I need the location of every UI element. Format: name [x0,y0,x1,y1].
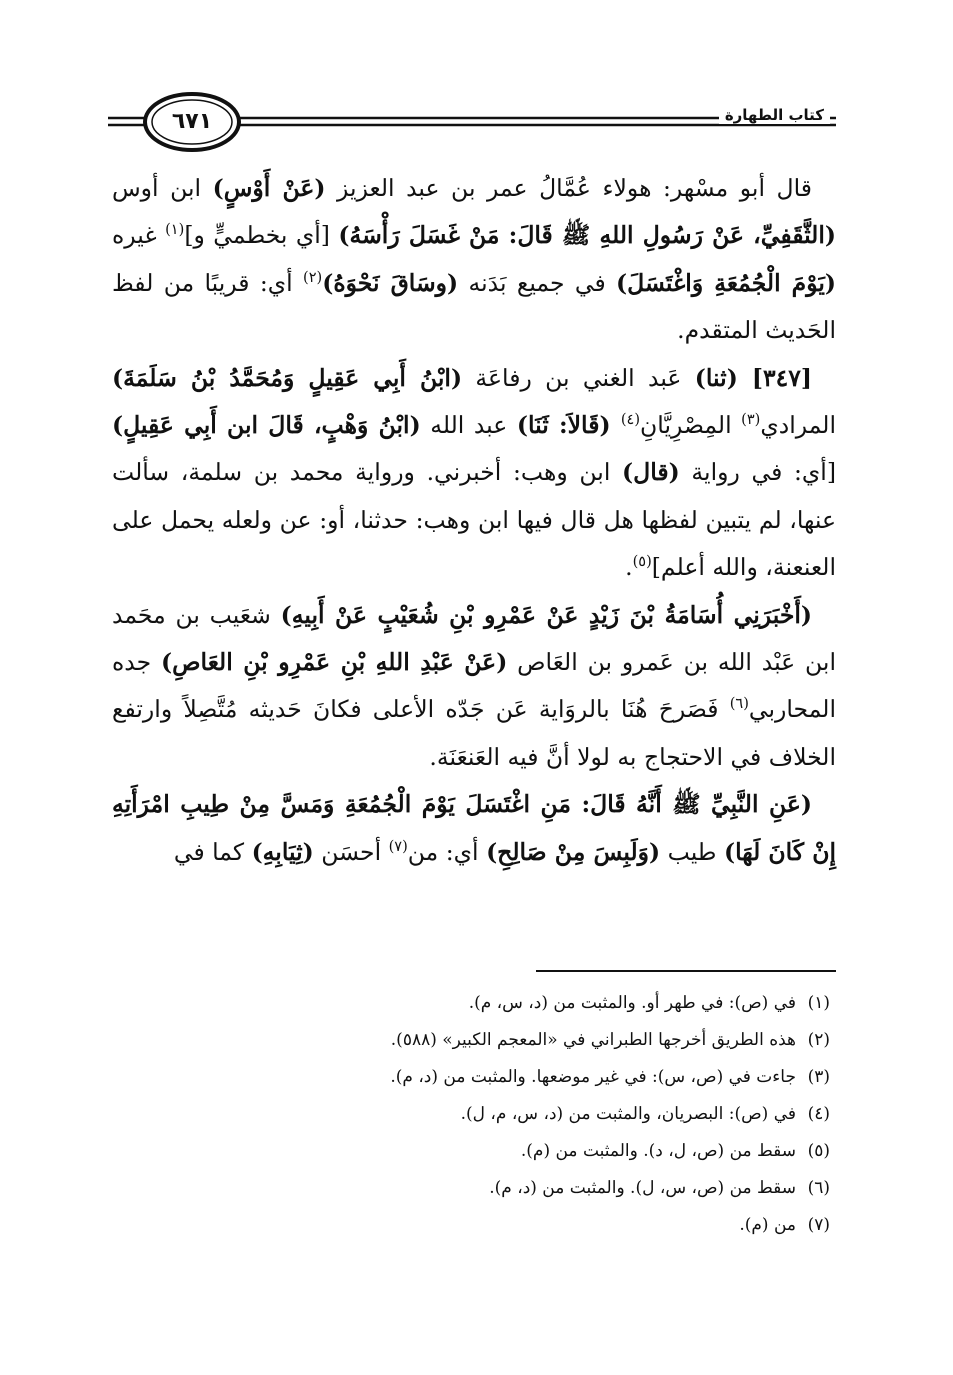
footnote-7 [112,1207,836,1244]
footnote-marker: (٦) [729,695,749,713]
bold-quote: [٣٤٧] (ثنا) [694,363,812,392]
bold-quote: (الثَّقَفِيِّ، عَنْ رَسُولِ اللهِ ﷺ قَالَ: مَنْ غَسَلَ رَأْسَهُ) [338,221,836,250]
paragraph-3 [112,592,836,782]
main-text [112,165,836,876]
paragraph-2 [112,355,836,592]
footnote-text: في (ص): البصريان، والمثبت من (د، س، م، ل). [460,1104,796,1124]
footnote-4 [112,1096,836,1133]
text-run: أي: قريبًا من لفظ الحَديث المتقدم. [112,268,836,345]
text-run: . [625,553,633,582]
bold-quote: (قال) [622,458,680,487]
text-run: قال أبو مسْهر: هولاء عُمَّالُ عمر بن عبد العزيز [325,174,812,202]
footnote-number: (٣) [807,1067,830,1087]
footnote-text: جاءت في (ص، س): في غير موضعها. والمثبت من (د، م). [390,1067,796,1087]
footnote-marker: (٣) [741,411,761,429]
footnote-marker: (٥) [632,553,652,571]
bold-quote: (وسَاقَ نَحْوَهُ) [322,268,459,297]
footnote-number: (٧) [807,1215,830,1235]
text-run: كما في [173,837,252,866]
text-run: المِصْرِيَّانِ [640,411,742,440]
bold-quote: (يَوْمَ الْجُمُعَةِ وَاغْتَسَلَ) [616,268,837,297]
text-run: ابن وهب: أخبرني. ورواية محمد بن سلمة، سألت عنها، لم يتبين لفظها هل قال فيها ابن وهب: حدثنا، أو: عن ولعله يحمل على العنعنة، والله أعلم] [112,458,836,582]
text-run: شعَيب بن محَمد ابن عَبْد الله بن عَمرو بن العَاص [112,600,836,677]
text-run: عَبد الغني بن رفاعَة [462,363,695,392]
bold-quote: (عَنْ عَبْدِ اللهِ بْنِ عَمْرِو بْنِ العَاصِ) [161,648,508,677]
footnote-number: (٤) [807,1104,830,1124]
text-run: [أي بخطميٍّ و] [184,221,339,250]
footnote-text: هذه الطريق أخرجها الطبراني في «المعجم الكبير» (٥٨٨). [390,1030,796,1050]
footnote-6 [112,1170,836,1207]
footnote-number: (٦) [807,1178,830,1198]
bold-quote: (وَلَبِسَ مِنْ صَالِحِ) [486,837,661,866]
footnote-number: (٥) [807,1141,830,1161]
footnote-1 [112,985,836,1022]
text-run: طيب [660,837,724,866]
footnote-text: سقط من (ص، س، ل). والمثبت من (د، م). [489,1178,796,1198]
text-run: [أي: في رواية [679,458,836,487]
text-run: في جميع بَدَنه [458,268,617,297]
bold-quote: (ثِيَابِهِ) [251,837,314,866]
footnote-marker: (١) [165,221,185,239]
footnote-number: (١) [807,993,830,1013]
footnote-number: (٢) [807,1030,830,1050]
footnote-marker: (٢) [303,268,323,286]
bold-quote: (عَنْ أَوْسٍ) [212,174,326,202]
footnote-2 [112,1022,836,1059]
text-run: أحسَن [313,837,389,866]
footnote-5 [112,1133,836,1170]
footnotes [112,985,836,1244]
paragraph-4 [112,781,836,876]
text-run: جده المحاربي [112,648,836,724]
chapter-title: كتاب الطهارة [719,106,830,124]
text-run: عبد الله [420,411,517,440]
bold-quote: (أَخْبَرَنِي أُسَامَةُ بْنَ زَيْدٍ عَنْ عَمْرِو بْنِ شُعَيْبٍ عَنْ أَبِيهِ) [280,600,812,629]
footnote-marker: (٤) [620,411,641,429]
footnote-3 [112,1059,836,1096]
paragraph-1 [112,165,836,355]
page-number: ٦٧١ [171,109,213,134]
text-run: فَصَرحَ هُنَا بالروَاية عَن جَدّه الأعلى فكانَ حَديثه مُتَّصِلاً وارتفع الخلاف في الاحتجاج به لولا أنَّ فيه العَنعَنَة. [112,695,836,771]
footnote-text: سقط من (ص، ل، د). والمثبت من (م). [520,1141,796,1161]
footnote-marker: (٧) [388,837,408,855]
bold-quote: (ابْنُ وَهْبٍ، قَالَ ابن أَبِي عَقِيلٍ) [112,411,421,440]
bold-quote: (قَالاَ: ثَنَا) [516,411,621,440]
footnote-separator [536,970,836,972]
text-run: المرادي [760,411,836,440]
text-run: غيره [112,221,166,250]
footnote-text: من (م). [739,1215,796,1235]
bold-quote: (ابْنُ أَبِي عَقِيلٍ وَمُحَمَّدُ بْنُ سَلَمَةَ) [112,363,463,392]
footnote-text: في (ص): في طهر أو. والمثبت من (د، س، م). [468,993,796,1013]
bold-quote: (عَنِ النَّبِيِّ ﷺ أَنَّهُ قَالَ: مَنِ اغْتَسَلَ يَوْمَ الْجُمُعَةِ وَمَسَّ مِنْ طِيبِ امْرَأَتِهِ إِنْ كَانَ لَهَا) [112,790,836,866]
running-header [108,88,836,158]
text-run: أي: من [407,837,487,866]
text-run: ابن أوس [112,174,213,202]
